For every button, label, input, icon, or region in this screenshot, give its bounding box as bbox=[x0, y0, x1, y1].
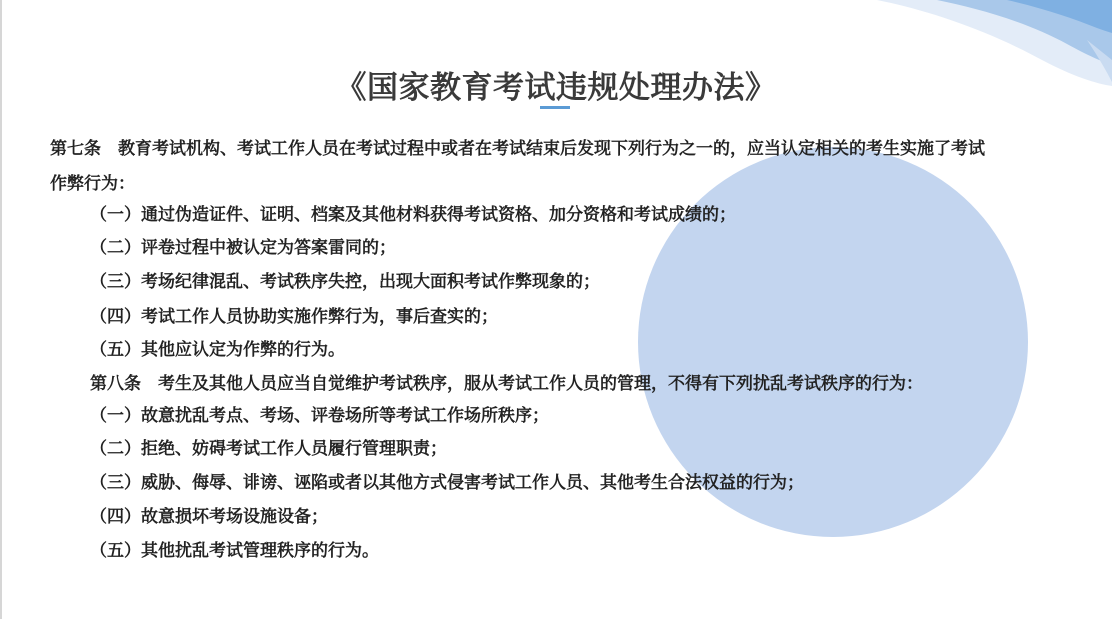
article-8-item: （一）故意扰乱考点、考场、评卷场所等考试工作场所秩序； bbox=[90, 406, 549, 426]
article-7-item: （五）其他应认定为作弊的行为。 bbox=[90, 340, 345, 360]
article-7-intro-line-2: 作弊行为： bbox=[50, 174, 135, 194]
article-7-item: （三）考场纪律混乱、考试秩序失控，出现大面积考试作弊现象的； bbox=[90, 272, 600, 292]
article-7-item: （二）评卷过程中被认定为答案雷同的； bbox=[90, 238, 396, 258]
article-7-intro-line-1: 第七条 教育考试机构、考试工作人员在考试过程中或者在考试结束后发现下列行为之一的，应当认定相关的考生实施了考试 bbox=[50, 139, 985, 159]
article-7-item: （四）考试工作人员协助实施作弊行为，事后查实的； bbox=[90, 307, 498, 327]
article-8-item: （四）故意损坏考场设施设备； bbox=[90, 507, 328, 527]
page-title: 《国家教育考试违规处理办法》 bbox=[335, 70, 777, 106]
article-8-item: （二）拒绝、妨碍考试工作人员履行管理职责； bbox=[90, 439, 447, 459]
article-8-item: （五）其他扰乱考试管理秩序的行为。 bbox=[90, 541, 379, 561]
article-8-intro: 第八条 考生及其他人员应当自觉维护考试秩序，服从考试工作人员的管理，不得有下列扰乱考试秩序的行为： bbox=[90, 374, 923, 394]
article-8-item: （三）威胁、侮辱、诽谤、诬陷或者以其他方式侵害考试工作人员、其他考生合法权益的行为； bbox=[90, 473, 804, 493]
article-7-item: （一）通过伪造证件、证明、档案及其他材料获得考试资格、加分资格和考试成绩的； bbox=[90, 205, 736, 225]
